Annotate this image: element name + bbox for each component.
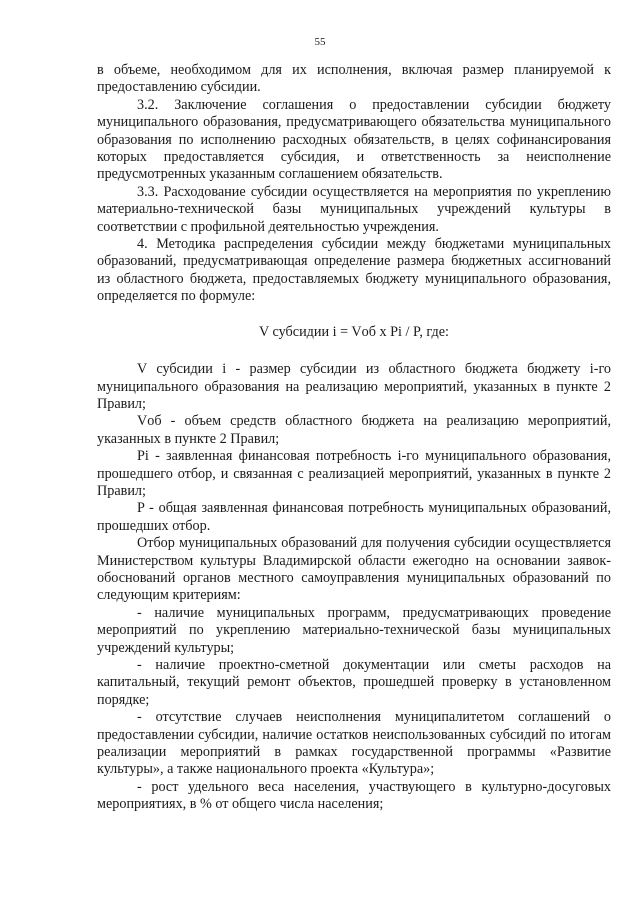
paragraph: 3.2. Заключение соглашения о предоставлении субсидии бюджету муниципального образования, предусматривающего обязательства муниципального образования по исполнению расходных обязательств, в целях софинансирования которых предоставляется субсидия, и ответственность за неисполнение предусмотренных указанным соглашением обязательств. — [97, 96, 611, 183]
formula: V субсидии i = Vоб x Pi / P, где: — [259, 323, 449, 340]
list-item: - отсутствие случаев неисполнения муниципалитетом соглашений о предоставлении субсидии, наличие остатков неиспользованных субсидий по итогам реализации мероприятий в рамках государственной программы «Развитие культуры», а также национального проекта «Культура»; — [97, 709, 611, 778]
paragraph: P - общая заявленная финансовая потребность муниципальных образований, прошедших отбор. — [97, 500, 611, 534]
paragraph: 4. Методика распределения субсидии между бюджетами муниципальных образований, предусматривающая определение размера бюджетных ассигнований из областного бюджета, предоставляемых бюджету муниципального образования, определяется по формуле: — [97, 236, 611, 305]
paragraph: 3.3. Расходование субсидии осуществляется на мероприятия по укреплению материально-технической базы муниципальных учреждений культуры в соответствии с профильной деятельностью учреждения. — [97, 183, 611, 235]
list-item: - наличие проектно-сметной документации или сметы расходов на капитальный, текущий ремонт объектов, прошедшей проверку в установленном порядке; — [97, 657, 611, 708]
paragraph: Pi - заявленная финансовая потребность i-го муниципального образования, прошедшего отбор, и связанная с реализацией мероприятий, указанных в пункте 2 Правил; — [97, 448, 611, 499]
document-body — [97, 62, 611, 814]
paragraph: V субсидии i - размер субсидии из областного бюджета бюджету i-го муниципального образования на реализацию мероприятий, указанных в пункте 2 Правил; — [97, 361, 611, 412]
paragraph: в объеме, необходимом для их исполнения, включая размер планируемой к предоставлению субсидии. — [97, 62, 611, 96]
paragraph: Vоб - объем средств областного бюджета на реализацию мероприятий, указанных в пункте 2 Правил; — [97, 413, 611, 447]
list-item: - наличие муниципальных программ, предусматривающих проведение мероприятий по укреплению материально-технической базы муниципальных учреждений культуры; — [97, 604, 611, 656]
page-number: 55 — [314, 36, 326, 48]
paragraph: Отбор муниципальных образований для получения субсидии осуществляется Министерством культуры Владимирской области ежегодно на основании заявок-обоснований органов местного самоуправления муниципальных образований по следующим критериям: — [97, 535, 611, 604]
list-item: - рост удельного веса населения, участвующего в культурно-досуговых мероприятиях, в % от общего числа населения; — [97, 778, 611, 813]
